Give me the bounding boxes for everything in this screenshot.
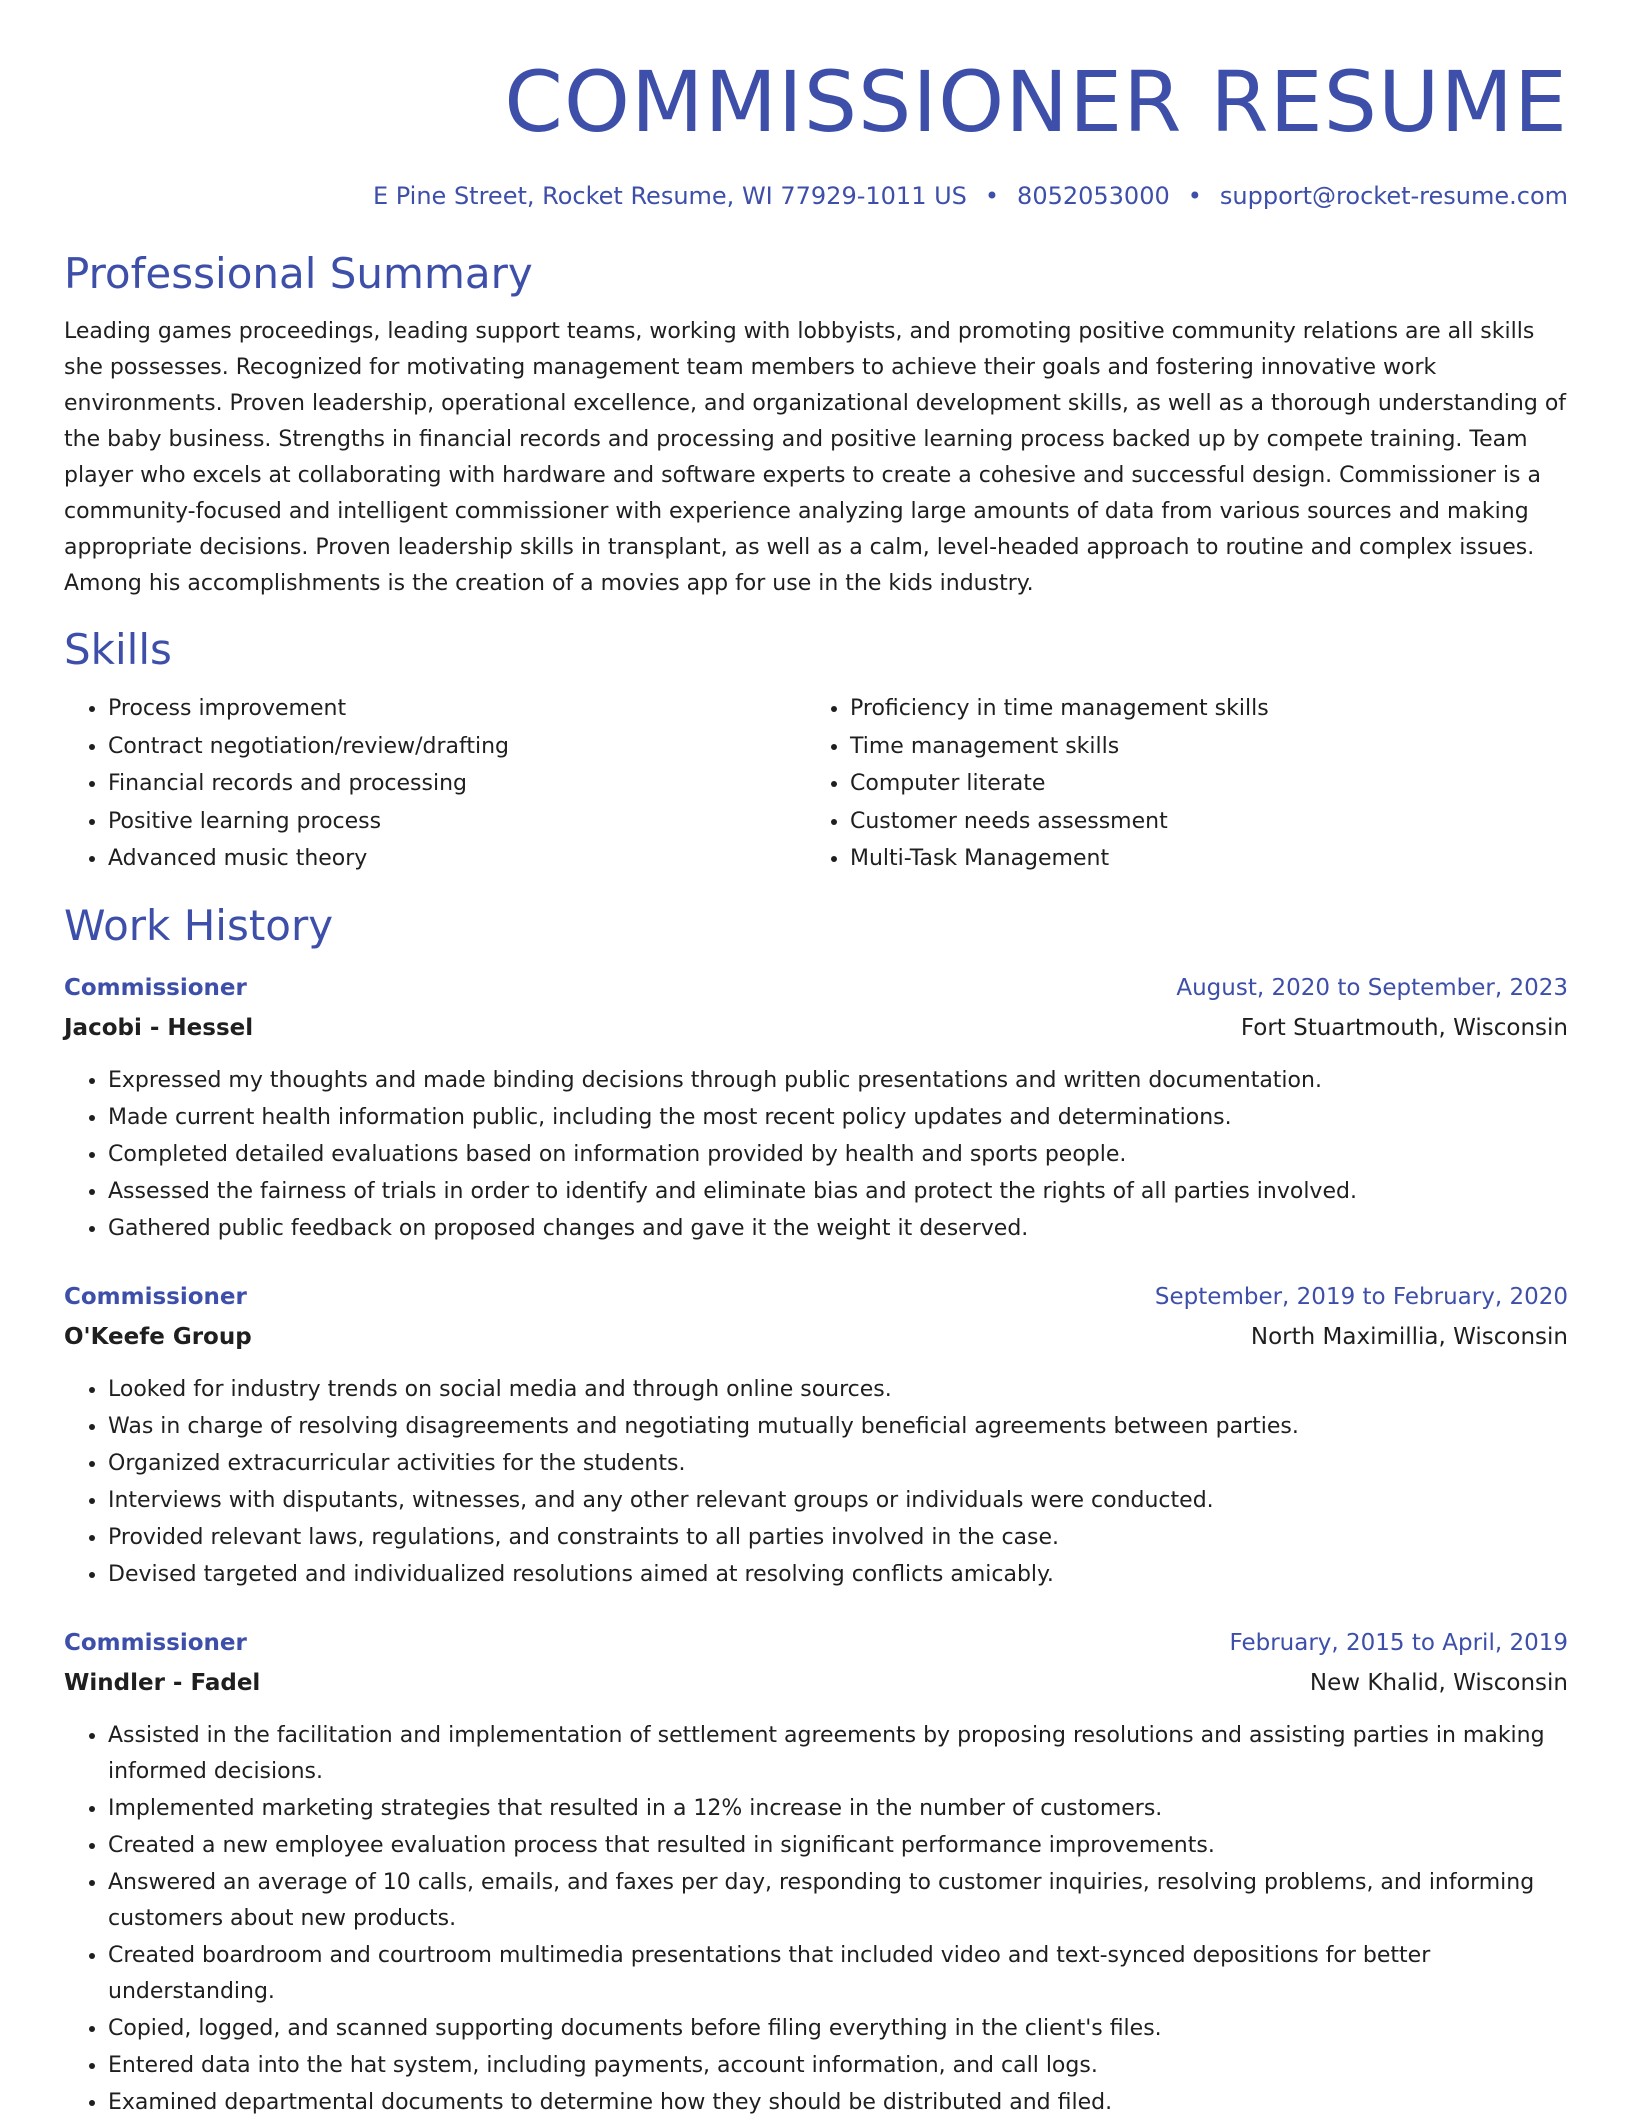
job-bullet: • Examined departmental documents to determine how they should be distributed and filed. (108, 2084, 1568, 2121)
work-history-heading: Work History (64, 900, 334, 950)
job-company-row (64, 1317, 1568, 1357)
skills-column-left (64, 690, 806, 878)
job-role: Commissioner (64, 1283, 247, 1310)
skill-item: • Positive learning process (108, 803, 806, 841)
job-bullet: • Copied, logged, and scanned supporting documents before filing everything in the client's files. (108, 2010, 1568, 2047)
job-bullet: • Interviews with disputants, witnesses, and any other relevant groups or individuals were conducted. (108, 1482, 1568, 1519)
job-bullets (64, 1062, 1568, 1247)
job-company-row (64, 1663, 1568, 1703)
job-location: Fort Stuartmouth, Wisconsin (1240, 1014, 1568, 1041)
skill-item: • Financial records and processing (108, 765, 806, 803)
job-bullet: • Completed detailed evaluations based on information provided by health and sports people. (108, 1136, 1568, 1173)
contact-line (64, 180, 1568, 212)
job-entry (64, 1623, 1568, 2121)
job-company: Windler - Fadel (64, 1669, 261, 1696)
job-bullet: • Was in charge of resolving disagreements and negotiating mutually beneficial agreements between parties. (108, 1408, 1568, 1445)
contact-separator: • (1187, 182, 1202, 210)
contact-phone: 8052053000 (1017, 182, 1170, 210)
job-location: New Khalid, Wisconsin (1309, 1669, 1568, 1696)
job-role: Commissioner (64, 974, 247, 1001)
skills-heading: Skills (64, 625, 172, 674)
job-bullet: • Created boardroom and courtroom multimedia presentations that included video and text-synced depositions for better understanding. (108, 1937, 1568, 2010)
summary-heading: Professional Summary (64, 249, 533, 298)
contact-address: E Pine Street, Rocket Resume, WI 77929-1011 US (372, 182, 967, 210)
job-bullets (64, 1371, 1568, 1593)
skill-item: • Proficiency in time management skills (850, 690, 1548, 728)
job-role: Commissioner (64, 1629, 247, 1656)
resume-page (64, 0, 1568, 2121)
skills-column-right (806, 690, 1548, 878)
job-bullet: • Organized extracurricular activities for the students. (108, 1445, 1568, 1482)
job-company: O'Keefe Group (64, 1323, 252, 1350)
job-title-row (64, 1277, 1568, 1317)
resume-title: COMMISSIONER RESUME (504, 53, 1568, 151)
summary-text: Leading games proceedings, leading support teams, working with lobbyists, and promoting positive community relations are all skills she possesses. Recognized for motivating management team members to achieve their goals and fostering innovative work environments. Proven leadership, operational excellence, and organizational development skills, as well as a thorough understanding of the baby business. Strengths in financial records and processing and positive learning process backed up by compete training. Team player who excels at collaborating with hardware and software experts to create a cohesive and successful design. Commissioner is a community-focused and intelligent commissioner with experience analyzing large amounts of data from various sources and making appropriate decisions. Proven leadership skills in transplant, as well as a calm, level-headed approach to routine and complex issues. Among his accomplishments is the creation of a movies app for use in the kids industry. (64, 319, 1567, 596)
job-company-row (64, 1008, 1568, 1048)
job-bullets (64, 1717, 1568, 2121)
resume-header (64, 0, 1568, 212)
job-dates: August, 2020 to September, 2023 (1176, 974, 1568, 1001)
job-bullet: • Assisted in the facilitation and implementation of settlement agreements by proposing resolutions and assisting parties in making informed decisions. (108, 1717, 1568, 1790)
job-dates: September, 2019 to February, 2020 (1154, 1283, 1568, 1310)
job-location: North Maximillia, Wisconsin (1250, 1323, 1568, 1350)
contact-email: support@rocket-resume.com (1219, 182, 1568, 210)
job-dates: February, 2015 to April, 2019 (1229, 1629, 1568, 1656)
job-bullet: • Answered an average of 10 calls, emails, and faxes per day, responding to customer inquiries, resolving problems, and informing customers about new products. (108, 1864, 1568, 1937)
job-company: Jacobi - Hessel (64, 1014, 254, 1041)
job-entry (64, 1277, 1568, 1593)
job-bullet: • Provided relevant laws, regulations, and constraints to all parties involved in the case. (108, 1519, 1568, 1556)
job-entry (64, 968, 1568, 1247)
job-title-row (64, 1623, 1568, 1663)
job-bullet: • Implemented marketing strategies that resulted in a 12% increase in the number of customers. (108, 1790, 1568, 1827)
job-title-row (64, 968, 1568, 1008)
skill-item: • Time management skills (850, 728, 1548, 766)
job-bullet: • Gathered public feedback on proposed changes and gave it the weight it deserved. (108, 1210, 1568, 1247)
skill-item: • Advanced music theory (108, 840, 806, 878)
job-bullet: • Assessed the fairness of trials in order to identify and eliminate bias and protect the rights of all parties involved. (108, 1173, 1568, 1210)
skill-item: • Customer needs assessment (850, 803, 1548, 841)
skills-list (64, 690, 1568, 878)
skill-item: • Contract negotiation/review/drafting (108, 728, 806, 766)
job-bullet: • Expressed my thoughts and made binding decisions through public presentations and written documentation. (108, 1062, 1568, 1099)
job-bullet: • Created a new employee evaluation process that resulted in significant performance improvements. (108, 1827, 1568, 1864)
skill-item: • Multi-Task Management (850, 840, 1548, 878)
job-bullet: • Made current health information public, including the most recent policy updates and determinations. (108, 1099, 1568, 1136)
job-bullet: • Entered data into the hat system, including payments, account information, and call logs. (108, 2047, 1568, 2084)
skill-item: • Computer literate (850, 765, 1548, 803)
job-bullet: • Devised targeted and individualized resolutions aimed at resolving conflicts amicably. (108, 1556, 1568, 1593)
skill-item: • Process improvement (108, 690, 806, 728)
job-bullet: • Looked for industry trends on social media and through online sources. (108, 1371, 1568, 1408)
contact-separator: • (984, 182, 1000, 210)
